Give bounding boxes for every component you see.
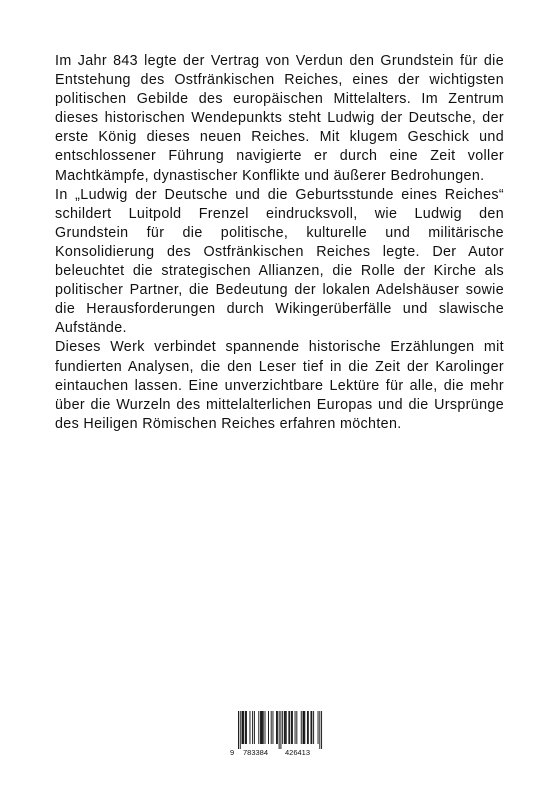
barcode-guard-bar bbox=[280, 711, 281, 749]
barcode-bar bbox=[307, 711, 308, 744]
barcode-bar bbox=[311, 711, 312, 744]
barcode-bar bbox=[261, 711, 262, 744]
barcode-bar bbox=[288, 711, 289, 744]
blurb-paragraph-1: Im Jahr 843 legte der Vertrag von Verdun den Grundstein für die Entstehung des Ostfränkischen Reiches, eines der wichtigsten politischen Gebilde des europäischen Mittelalters. Im Zentrum dieses historischen Wendepunkts steht Ludwig der Deutsche, der erste König dieses neuen Reiches. Mit klugem Geschick und entschlossener Führung navigierte er durch eine Zeit voller Machtkämpfe, dynastischer Konflikte und äußerer Bedrohungen. bbox=[55, 53, 504, 184]
barcode-bar bbox=[291, 711, 292, 744]
barcode-bar bbox=[289, 711, 290, 744]
barcode-guard-bar bbox=[238, 711, 239, 749]
barcode-bar bbox=[271, 711, 272, 744]
barcode-digits-left: 783384 bbox=[243, 748, 269, 757]
barcode-guard-bar bbox=[240, 711, 241, 749]
barcode-bar bbox=[263, 711, 264, 744]
barcode-bar bbox=[242, 711, 243, 744]
barcode-bar bbox=[303, 711, 304, 744]
barcode-bar bbox=[303, 711, 304, 744]
barcode-bar bbox=[276, 711, 277, 744]
barcode-bar bbox=[282, 711, 283, 744]
barcode-bar bbox=[286, 711, 287, 744]
barcode-guard-bar bbox=[279, 711, 280, 749]
barcode-bar bbox=[272, 711, 273, 744]
barcode-bar bbox=[311, 711, 312, 744]
barcode-bar bbox=[249, 711, 250, 744]
barcode-bar bbox=[258, 711, 259, 744]
barcode-bar bbox=[265, 711, 266, 744]
barcode-bar bbox=[243, 711, 244, 744]
barcode-guard-bar bbox=[319, 711, 320, 749]
barcode-bars bbox=[230, 711, 330, 749]
isbn-barcode bbox=[230, 711, 330, 761]
barcode-bar bbox=[318, 711, 319, 744]
barcode-bar bbox=[308, 711, 309, 744]
barcode-bar bbox=[296, 711, 297, 744]
barcode-guard-bar bbox=[321, 711, 322, 749]
barcode-bar bbox=[313, 711, 314, 744]
barcode-bar bbox=[260, 711, 261, 744]
barcode-bar bbox=[295, 711, 296, 744]
barcode-digits-right: 426413 bbox=[285, 748, 311, 757]
barcode-bar bbox=[268, 711, 269, 744]
barcode-bar bbox=[301, 711, 302, 744]
blurb-text bbox=[55, 52, 504, 434]
blurb-paragraph-2: In „Ludwig der Deutsche und die Geburtsstunde eines Reiches“ schildert Luitpold Frenzel eindrucksvoll, wie Ludwig den Grundstein für die politische, kulturelle und militärische Konsolidierung des Ostfränkischen Reiches legte. Der Autor beleuchtet die strategischen Allianzen, die Rolle der Kirche als politischer Partner, die Bedeutung der lokalen Adelshäuser sowie die Herausforderungen durch Wikingerüberfälle und slawische Aufstände. bbox=[55, 186, 504, 337]
barcode-bar bbox=[246, 711, 247, 744]
barcode-bar bbox=[245, 711, 246, 744]
barcode-bar bbox=[277, 711, 278, 744]
barcode-bar bbox=[304, 711, 305, 744]
barcode-bar bbox=[242, 711, 243, 744]
barcode-bar bbox=[285, 711, 286, 744]
barcode-bar bbox=[292, 711, 293, 744]
barcode-bar bbox=[262, 711, 263, 744]
barcode-bar bbox=[254, 711, 255, 744]
barcode-bar bbox=[284, 711, 285, 744]
blurb-paragraph-3: Dieses Werk verbindet spannende historische Erzählungen mit fundierten Analysen, die den Leser tief in die Zeit der Karolinger eintauchen lassen. Eine unverzichtbare Lektüre für alle, die mehr über die Wurzeln des mittelalterlichen Europas und die Ursprünge des Heiligen Römischen Reiches erfahren möchten. bbox=[55, 339, 504, 432]
barcode-digit-first: 9 bbox=[230, 748, 235, 757]
barcode-bar bbox=[252, 711, 253, 744]
